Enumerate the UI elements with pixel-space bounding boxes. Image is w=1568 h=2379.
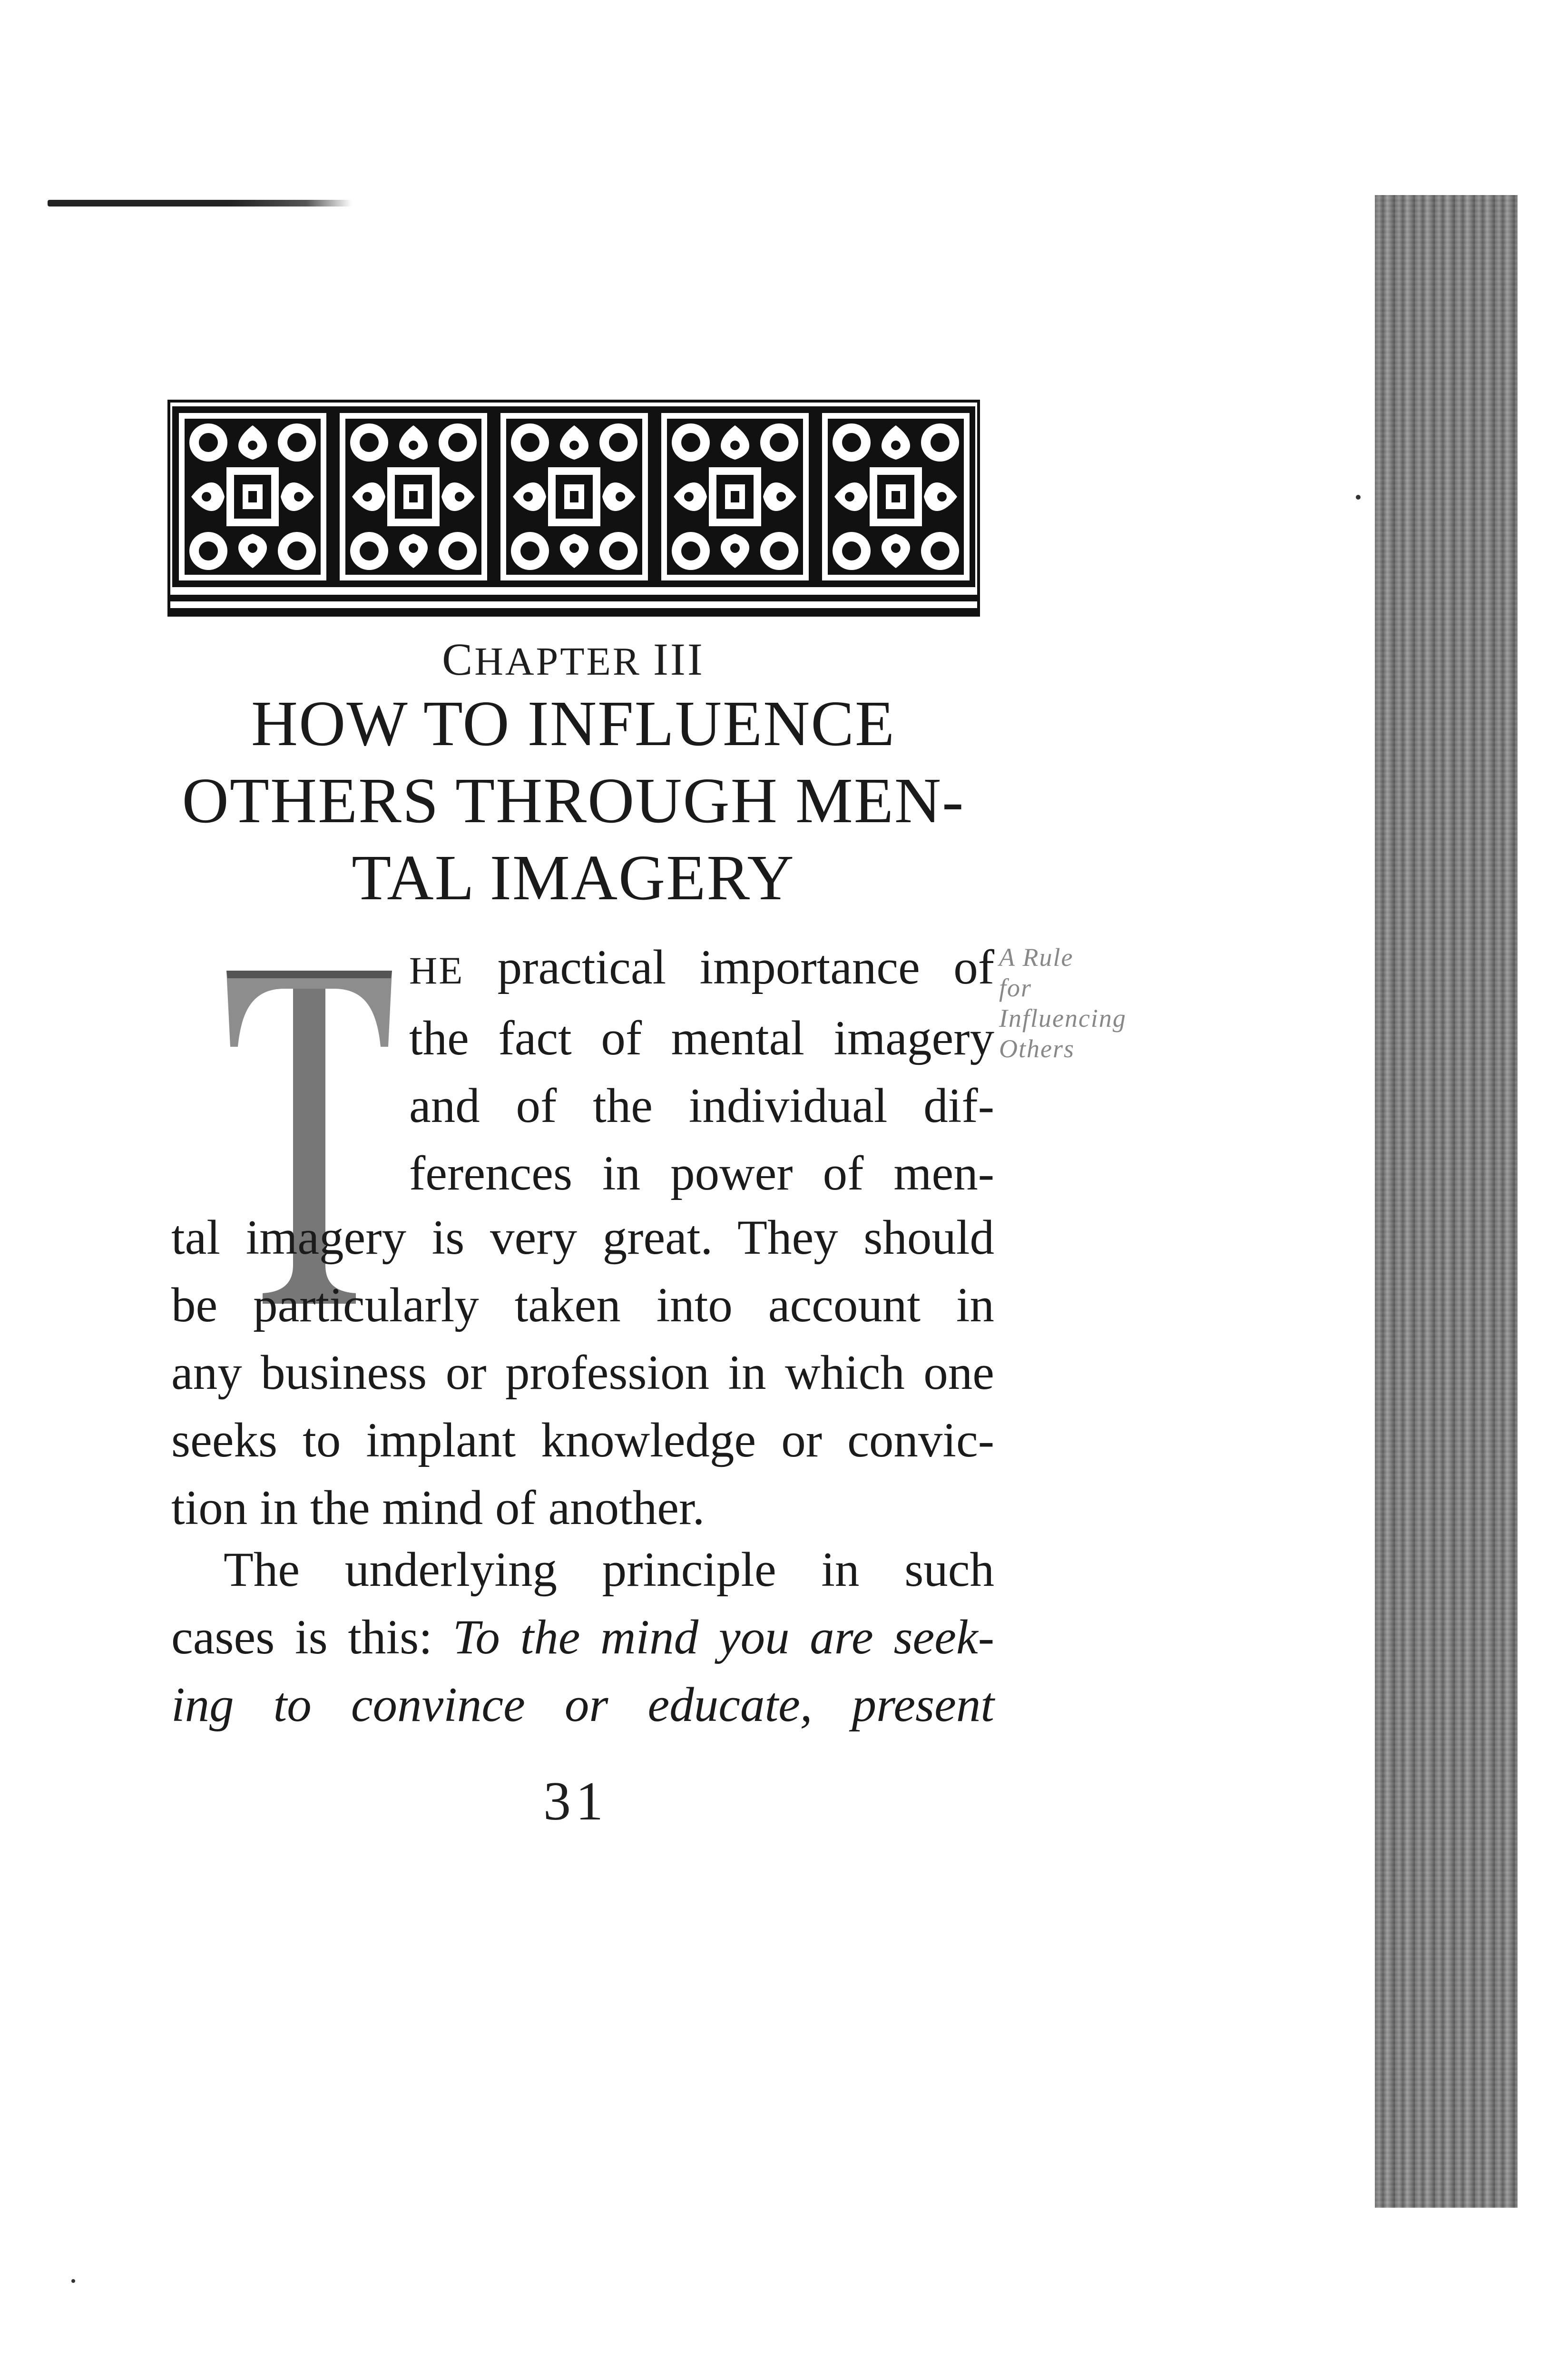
margin-note <box>999 942 1227 1064</box>
margin-note-line: Others <box>999 1034 1075 1063</box>
chapter-title <box>138 685 1009 916</box>
chapter-title-line: TAL IMAGERY <box>352 842 795 914</box>
body-line: the fact of mental imagery <box>409 1011 994 1065</box>
top-edge-rule <box>48 200 352 206</box>
margin-note-line: for <box>999 973 1032 1002</box>
paragraph-two-body <box>171 1536 994 1739</box>
body-line: cases is this: To the mind you are seek- <box>171 1610 995 1664</box>
opening-smallcaps: HE <box>409 949 464 992</box>
chapter-label-rest: HAPTER <box>474 639 641 684</box>
chapter-ornament-band <box>167 400 980 617</box>
book-binding-edge <box>1375 195 1518 2208</box>
margin-note-line: Influencing <box>999 1004 1127 1032</box>
body-line: tion in the mind of another. <box>171 1481 705 1535</box>
body-line: The underlying principle in such <box>224 1543 994 1597</box>
chapter-title-line: OTHERS THROUGH MEN- <box>182 765 965 836</box>
body-line: be particularly taken into account in <box>171 1278 994 1332</box>
body-line: any business or profession in which one <box>171 1346 994 1400</box>
chapter-label <box>167 633 980 686</box>
chapter-title-line: HOW TO INFLUENCE <box>251 688 896 759</box>
paragraph-one-body <box>171 1204 994 1542</box>
page-number: 31 <box>543 1771 608 1832</box>
opening-indented-lines <box>409 934 994 1207</box>
paper-speck <box>71 2279 75 2283</box>
body-line: ferences in power of men- <box>409 1146 994 1200</box>
margin-note-line: A Rule <box>999 943 1074 972</box>
body-line: ing to convince or educate, present <box>171 1678 994 1732</box>
paper-speck <box>1356 495 1361 500</box>
chapter-number: III <box>653 634 705 685</box>
body-line: HE practical importance of <box>409 940 994 994</box>
body-line: seeks to implant knowledge or convic- <box>171 1413 994 1467</box>
body-line: tal imagery is very great. They should <box>171 1210 994 1265</box>
body-line: and of the individual dif- <box>409 1079 994 1133</box>
chapter-label-initial: C <box>442 634 475 685</box>
